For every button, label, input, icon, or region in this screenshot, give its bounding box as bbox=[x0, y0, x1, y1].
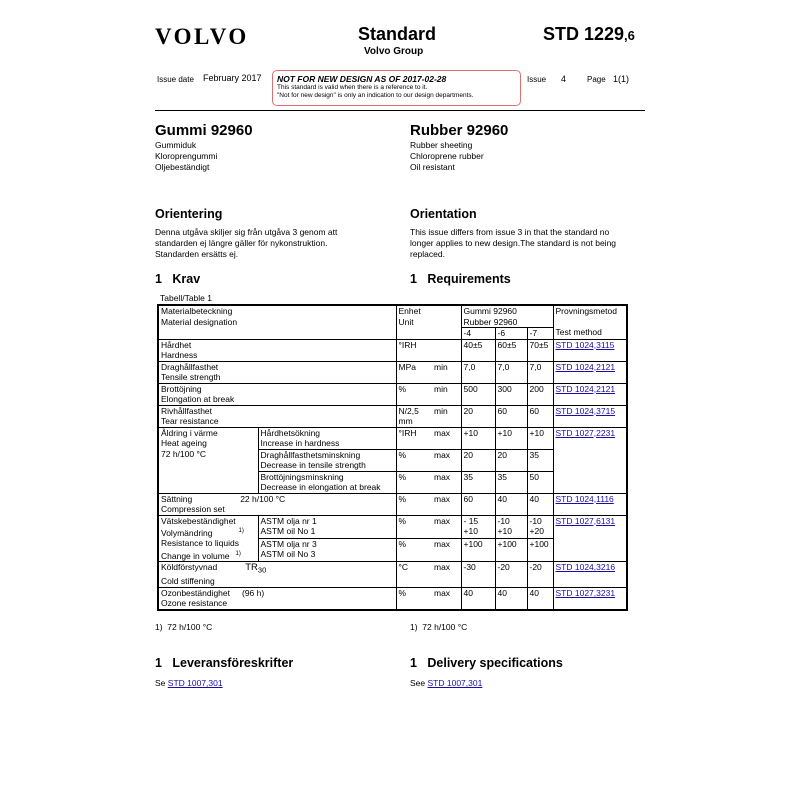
header-material-sv: Materialbeteckning bbox=[161, 306, 233, 316]
sub-label-sv: ASTM olja nr 1 bbox=[260, 515, 317, 526]
test-method-link[interactable]: STD 1024,3216 bbox=[555, 562, 616, 573]
row-label-en: Heat ageing bbox=[161, 438, 207, 448]
volvo-logo: VOLVO bbox=[155, 24, 249, 49]
header-variant-6: -6 bbox=[495, 328, 527, 340]
row-label-en: Tear resistance bbox=[161, 416, 219, 426]
sub-label-en: ASTM oil No 1 bbox=[260, 526, 316, 536]
row-label bbox=[158, 405, 396, 427]
value-6: 40 bbox=[495, 493, 527, 515]
limit: max bbox=[432, 587, 461, 610]
header-material bbox=[158, 305, 396, 339]
row-condition: 72 h/100 °C bbox=[161, 448, 206, 459]
limit: max bbox=[432, 449, 461, 471]
header-test-en: Test method bbox=[555, 326, 602, 337]
footnote-en: 1) 72 h/100 °C bbox=[410, 622, 468, 632]
delivery-heading-sv: 1 Leveransföreskrifter bbox=[155, 656, 294, 670]
value-7-lower: -10 bbox=[529, 515, 542, 526]
header-divider bbox=[155, 110, 645, 111]
subtitle-sv-3: Oljebeständigt bbox=[155, 162, 210, 172]
orientation-sv-1: Denna utgåva skiljer sig från utgåva 3 genom att bbox=[155, 227, 338, 237]
value-7: -20 bbox=[527, 562, 553, 588]
row-label bbox=[158, 361, 396, 383]
test-method-link[interactable]: STD 1027,3231 bbox=[555, 587, 616, 598]
sub-label-en: Increase in hardness bbox=[260, 438, 340, 448]
value-7: 35 bbox=[527, 449, 553, 471]
delivery-ref-en bbox=[410, 678, 482, 689]
see-label-sv: Se bbox=[155, 678, 166, 688]
row-label-en: Compression set bbox=[161, 504, 225, 514]
doc-type-title: Standard bbox=[358, 24, 437, 44]
delivery-ref-sv bbox=[155, 678, 223, 689]
table-row bbox=[158, 339, 627, 361]
row-label-sv: Rivhållfasthet bbox=[161, 405, 213, 416]
subtitle-sv-1: Gummiduk bbox=[155, 140, 197, 150]
value-7-upper: +20 bbox=[529, 526, 544, 536]
unit: °IRH bbox=[396, 339, 432, 361]
value-4-upper: +10 bbox=[463, 526, 478, 536]
row-label-sv: Sättning bbox=[161, 493, 193, 504]
row-label-sv-2-line bbox=[161, 526, 256, 538]
issue-date-label: Issue date bbox=[157, 75, 194, 84]
unit: % bbox=[396, 471, 432, 493]
row-label-en: Tensile strength bbox=[161, 372, 221, 382]
subtitle-sv-2: Kloroprengummi bbox=[155, 151, 218, 161]
row-label-sv: Brottöjning bbox=[161, 383, 202, 394]
orientation-heading-sv: Orientering bbox=[155, 207, 223, 221]
issue-number: 4 bbox=[561, 74, 567, 84]
orientation-text-sv bbox=[155, 227, 337, 260]
header-unit-sv: Enhet bbox=[398, 306, 421, 316]
value-6: -20 bbox=[495, 562, 527, 588]
table-caption: Tabell/Table 1 bbox=[160, 293, 212, 303]
value-7: 60 bbox=[527, 405, 553, 427]
row-label-en-2: Change in volume bbox=[161, 550, 230, 561]
header-rubber-sv: Gummi 92960 bbox=[461, 305, 553, 317]
limit bbox=[432, 339, 461, 361]
value-6: 60±5 bbox=[495, 339, 527, 361]
row-label-en-2-line bbox=[161, 549, 256, 561]
test-method-link[interactable]: STD 1027,2231 bbox=[555, 427, 616, 438]
sub-label-en: Decrease in tensile strength bbox=[260, 460, 366, 470]
row-label-sv: Vätskebeständighet bbox=[161, 515, 236, 526]
header-unit bbox=[396, 305, 461, 339]
value-7: 50 bbox=[527, 471, 553, 493]
sub-label bbox=[258, 471, 396, 493]
limit: min bbox=[432, 405, 461, 427]
title-en: Rubber 92960 bbox=[410, 122, 509, 139]
unit-line-2: mm bbox=[398, 416, 413, 426]
footnote-sv: 1) 72 h/100 °C bbox=[155, 622, 213, 632]
row-label-sv: Åldring i värme bbox=[161, 427, 218, 438]
limit: max bbox=[432, 562, 461, 588]
test-method-cell bbox=[553, 361, 627, 383]
row-condition: 22 h/100 °C bbox=[240, 493, 286, 504]
test-method-cell bbox=[553, 493, 627, 515]
limit: min bbox=[432, 361, 461, 383]
test-method-link[interactable]: STD 1024,2121 bbox=[555, 383, 616, 394]
sub-label-en: Decrease in elongation at break bbox=[260, 482, 381, 492]
limit: max bbox=[432, 515, 461, 538]
subtitle-en-1: Rubber sheeting bbox=[410, 140, 473, 150]
orientation-sv-2: standarden ej längre gäller för nykonstruktion. bbox=[155, 238, 328, 248]
sub-label bbox=[258, 538, 396, 561]
table-row bbox=[158, 361, 627, 383]
page-label: Page bbox=[587, 75, 606, 84]
value-4: +100 bbox=[461, 538, 495, 561]
subtitle-en-2: Chloroprene rubber bbox=[410, 151, 484, 161]
unit: % bbox=[396, 383, 432, 405]
sub-label-sv: ASTM olja nr 3 bbox=[260, 538, 317, 549]
row-label bbox=[158, 587, 396, 610]
value-4: +10 bbox=[461, 427, 495, 449]
value-7: 40 bbox=[527, 493, 553, 515]
header-material-en: Material designation bbox=[161, 316, 238, 327]
unit: % bbox=[396, 587, 432, 610]
row-label-sv-2: Volymändring bbox=[161, 527, 213, 538]
tr-subscript: 30 bbox=[257, 565, 267, 575]
value-6: 60 bbox=[495, 405, 527, 427]
value-4: 35 bbox=[461, 471, 495, 493]
value-6-upper: +10 bbox=[497, 526, 512, 536]
row-label bbox=[158, 493, 396, 515]
header-test-method bbox=[553, 305, 627, 339]
delivery-link-sv[interactable]: STD 1007,301 bbox=[167, 678, 223, 688]
value-4: 500 bbox=[461, 383, 495, 405]
sub-label-sv: Brottöjningsminskning bbox=[260, 471, 344, 482]
header-unit-en: Unit bbox=[398, 316, 414, 327]
orientation-en-2: longer applies to new design.The standard is not being bbox=[410, 238, 617, 248]
orientation-en-3: replaced. bbox=[410, 249, 445, 259]
delivery-heading-en: 1 Delivery specifications bbox=[410, 656, 563, 670]
header-variant-4: -4 bbox=[461, 328, 495, 340]
not-for-new-design-notice bbox=[272, 70, 521, 106]
sub-label-en: ASTM oil No 3 bbox=[260, 549, 316, 560]
unit: % bbox=[396, 515, 432, 538]
issue-label: Issue bbox=[527, 75, 547, 84]
limit: max bbox=[432, 493, 461, 515]
test-method-cell bbox=[553, 339, 627, 361]
value-6 bbox=[495, 515, 527, 538]
test-method-cell bbox=[553, 383, 627, 405]
value-6-lower: -10 bbox=[497, 515, 510, 526]
value-6: 40 bbox=[495, 587, 527, 610]
value-6: +100 bbox=[495, 538, 527, 561]
test-method-cell bbox=[553, 562, 627, 588]
issue-date: February 2017 bbox=[203, 73, 262, 83]
header-test-sv: Provningsmetod bbox=[555, 306, 617, 316]
unit: °IRH bbox=[396, 427, 432, 449]
table-row bbox=[158, 515, 627, 538]
row-label-en: Hardness bbox=[161, 350, 198, 360]
value-6: 20 bbox=[495, 449, 527, 471]
limit: max bbox=[432, 427, 461, 449]
delivery-link-en[interactable]: STD 1007,301 bbox=[427, 678, 483, 688]
test-method-link[interactable]: STD 1024,1116 bbox=[555, 493, 614, 504]
header-rubber-en: Rubber 92960 bbox=[461, 317, 553, 328]
limit: min bbox=[432, 383, 461, 405]
value-4: -30 bbox=[461, 562, 495, 588]
value-7 bbox=[527, 515, 553, 538]
orientation-en-1: This issue differs from issue 3 in that the standard no bbox=[410, 227, 610, 237]
table-header-row bbox=[158, 305, 627, 317]
row-label bbox=[158, 562, 396, 588]
test-method-link[interactable]: STD 1024,3115 bbox=[555, 339, 615, 350]
row-label-sv: Ozonbeständighet bbox=[161, 587, 230, 598]
value-6: 300 bbox=[495, 383, 527, 405]
unit: % bbox=[396, 449, 432, 471]
test-method-cell bbox=[553, 427, 627, 493]
value-4-lower: - 15 bbox=[463, 515, 479, 526]
unit: MPa bbox=[396, 361, 432, 383]
see-label-en: See bbox=[410, 678, 426, 688]
footnote-marker: 1) bbox=[238, 528, 244, 534]
sub-label bbox=[258, 515, 396, 538]
value-7: 40 bbox=[527, 587, 553, 610]
test-method-link[interactable]: STD 1024,3715 bbox=[555, 405, 616, 416]
unit-line-1: N/2,5 bbox=[398, 405, 419, 416]
title-sv: Gummi 92960 bbox=[155, 122, 253, 139]
page-number: 1(1) bbox=[613, 74, 630, 84]
orientation-heading-en: Orientation bbox=[410, 207, 477, 221]
subtitle-en-3: Oil resistant bbox=[410, 162, 455, 172]
row-label bbox=[158, 383, 396, 405]
organization: Volvo Group bbox=[364, 46, 424, 57]
row-label-en: Cold stiffening bbox=[161, 576, 215, 587]
limit: max bbox=[432, 471, 461, 493]
value-4 bbox=[461, 515, 495, 538]
value-4: 20 bbox=[461, 405, 495, 427]
table-row bbox=[158, 562, 627, 588]
requirements-table bbox=[157, 304, 628, 611]
sub-label-sv: Hårdhetsökning bbox=[260, 427, 321, 438]
value-6: 35 bbox=[495, 471, 527, 493]
test-method-link[interactable]: STD 1027,6131 bbox=[555, 515, 616, 526]
unit: % bbox=[396, 493, 432, 515]
value-4: 60 bbox=[461, 493, 495, 515]
value-7: +100 bbox=[527, 538, 553, 561]
value-4: 40 bbox=[461, 587, 495, 610]
row-label-sv: Hårdhet bbox=[161, 339, 192, 350]
notice-title: NOT FOR NEW DESIGN AS OF 2017-02-28 bbox=[277, 74, 447, 84]
limit: max bbox=[432, 538, 461, 561]
subtitle-sv bbox=[155, 140, 217, 173]
row-condition: (96 h) bbox=[242, 587, 265, 598]
row-label-sv-line bbox=[161, 588, 394, 599]
unit: °C bbox=[396, 562, 432, 588]
footnote-marker: 1) bbox=[235, 550, 241, 557]
table-row bbox=[158, 587, 627, 610]
sub-label bbox=[258, 427, 396, 449]
standard-number: STD 1229,6 bbox=[543, 24, 635, 44]
value-4: 40±5 bbox=[461, 339, 495, 361]
row-label-en: Elongation at break bbox=[161, 394, 235, 404]
header-variant-7: -7 bbox=[527, 328, 553, 340]
row-label-sv: Draghållfasthet bbox=[161, 361, 219, 372]
table-row bbox=[158, 383, 627, 405]
value-7: 70±5 bbox=[527, 339, 553, 361]
table-row bbox=[158, 405, 627, 427]
sub-label bbox=[258, 449, 396, 471]
table-row bbox=[158, 427, 627, 449]
value-6: 7,0 bbox=[495, 361, 527, 383]
row-label bbox=[158, 427, 258, 493]
subtitle-en bbox=[410, 140, 484, 173]
row-label bbox=[158, 515, 258, 562]
sub-label-sv: Draghållfasthetsminskning bbox=[260, 449, 361, 460]
tr-label: TR bbox=[245, 562, 258, 574]
row-label-sv-line bbox=[161, 494, 394, 505]
table-row bbox=[158, 493, 627, 515]
row-label-en: Ozone resistance bbox=[161, 598, 228, 609]
notice-line-1: This standard is valid when there is a reference to it. bbox=[277, 84, 428, 91]
value-7: 200 bbox=[527, 383, 553, 405]
test-method-cell bbox=[553, 587, 627, 610]
orientation-sv-3: Standarden ersätts ej. bbox=[155, 249, 239, 259]
row-label-sv-line bbox=[161, 562, 394, 576]
orientation-text-en bbox=[410, 227, 616, 260]
requirements-heading-en: 1 Requirements bbox=[410, 272, 511, 286]
value-6: +10 bbox=[495, 427, 527, 449]
unit bbox=[396, 405, 432, 427]
unit: % bbox=[396, 538, 432, 561]
value-4: 7,0 bbox=[461, 361, 495, 383]
requirements-heading-sv: 1 Krav bbox=[155, 272, 201, 286]
value-7: +10 bbox=[527, 427, 553, 449]
row-label bbox=[158, 339, 396, 361]
test-method-cell bbox=[553, 515, 627, 562]
notice-line-2: "Not for new design" is only an indication to our design departments. bbox=[277, 92, 474, 99]
row-label-sv: Köldförstyvnad bbox=[161, 562, 218, 573]
test-method-link[interactable]: STD 1024,2121 bbox=[555, 361, 616, 372]
value-7: 7,0 bbox=[527, 361, 553, 383]
row-label-en: Resistance to liquids bbox=[161, 538, 239, 549]
value-4: 20 bbox=[461, 449, 495, 471]
test-method-cell bbox=[553, 405, 627, 427]
